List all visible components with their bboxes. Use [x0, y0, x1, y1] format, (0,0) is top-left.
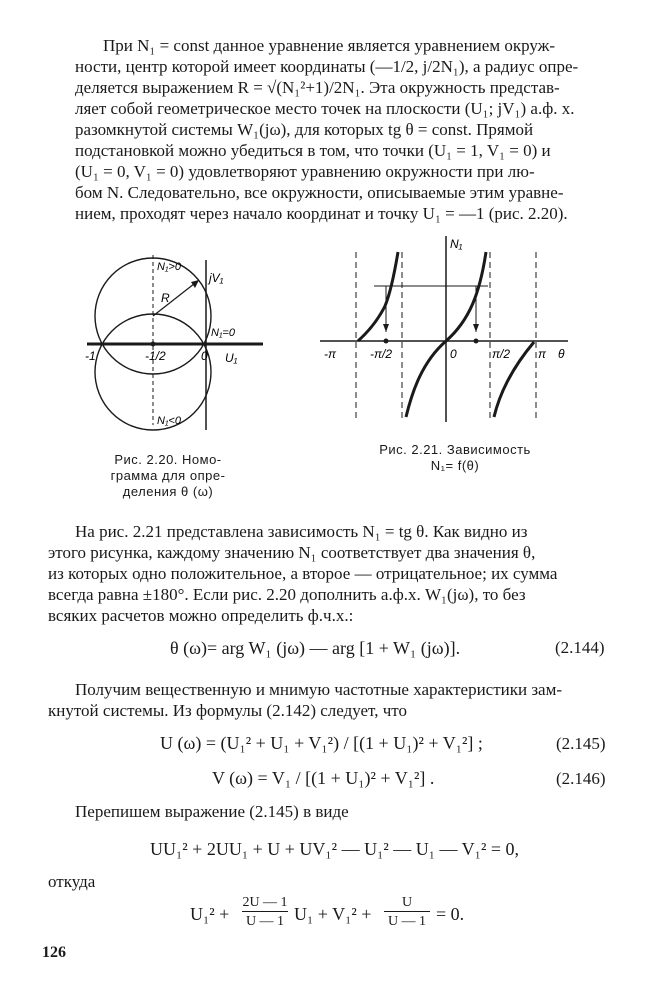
label-theta: θ	[558, 347, 565, 361]
fraction-2-denominator: U — 1	[387, 914, 427, 929]
label-minus-one: -1	[85, 349, 96, 363]
label-minus-half: -1/2	[145, 349, 166, 363]
fraction-1-numerator: 2U — 1	[242, 895, 288, 910]
text-line: из которых одно положительное, а второе — отрицательное; их сумма	[48, 564, 558, 583]
label-n-negative: N₁<0	[157, 415, 181, 427]
text-line: Получим вещественную и мнимую частотные характеристики зам-	[75, 680, 563, 699]
text-line: нием, проходят через начало координат и точку U₁ = —1 (рис. 2.20).	[75, 204, 568, 223]
fraction-2-numerator: U	[384, 895, 430, 912]
equation-number: (2.145)	[556, 734, 606, 753]
figure-2-21-caption	[355, 442, 555, 474]
term-u1-squared: U₁² +	[190, 904, 230, 924]
text-line: ляет собой геометрическое место точек на плоскости (U₁; jV₁) а.ф. х.	[75, 99, 575, 118]
page-number: 126	[42, 944, 66, 961]
tan-branch-left	[358, 252, 398, 341]
caption-line: грамма для опре-	[110, 468, 226, 483]
equation-number: (2.144)	[555, 638, 605, 657]
label-r: R	[161, 291, 170, 305]
arrowhead-left	[383, 324, 389, 332]
label-minus-pi: -π	[324, 347, 337, 361]
text-line: кнутой системы. Из формулы (2.142) следует, что	[48, 701, 407, 720]
caption-line: Рис. 2.20. Номо-	[114, 452, 222, 467]
radius-line	[153, 280, 199, 316]
text-line: всяких расчетов можно определить ф.ч.х.:	[48, 606, 354, 625]
word-otkuda: откуда	[48, 872, 96, 891]
label-minus-pi-half: -π/2	[370, 347, 393, 361]
radius-arrowhead	[191, 280, 199, 288]
label-pi-half: π/2	[492, 347, 511, 361]
figure-2-20-nomogram	[85, 240, 265, 440]
text-line: Перепишем выражение (2.145) в виде	[75, 802, 349, 821]
equation-2-144: θ (ω)= arg W₁ (jω) — arg [1 + W₁ (jω)].	[170, 638, 461, 658]
caption-line: N₁= f(θ)	[430, 458, 480, 473]
label-zero: 0	[201, 349, 208, 363]
label-zero: 0	[450, 347, 457, 361]
caption-line: деления θ (ω)	[122, 484, 214, 499]
caption-line: Рис. 2.21. Зависимость	[379, 442, 531, 457]
label-pi: π	[538, 347, 547, 361]
center-point	[151, 342, 156, 347]
text-line: деляется выражением R = √(N₁²+1)/2N₁. Эта окружность представ-	[75, 78, 560, 97]
figure-2-21-tan-plot	[318, 232, 573, 427]
figure-2-20-caption	[78, 452, 258, 500]
label-jv: jV₁	[209, 271, 224, 285]
point-negative-theta	[384, 339, 389, 344]
point-positive-theta	[474, 339, 479, 344]
label-n: N₁	[450, 237, 463, 251]
fraction-1-denominator: U — 1	[245, 914, 285, 929]
text-line: бом N. Следовательно, все окружности, описываемые этим уравне-	[75, 183, 564, 202]
label-u: U₁	[225, 351, 238, 365]
equation-expanded: UU₁² + 2UU₁ + U + UV₁² — U₁² — U₁ — V₁² = 0,	[150, 839, 520, 859]
arrowhead-right	[473, 324, 479, 332]
equation-fraction	[190, 895, 510, 935]
text-line: этого рисунка, каждому значению N₁ соответствует два значения θ,	[48, 543, 536, 562]
equation-number: (2.146)	[556, 769, 606, 788]
text-line: На рис. 2.21 представлена зависимость N₁ = tg θ. Как видно из	[75, 522, 528, 541]
text-line: (U₁ = 0, V₁ = 0) удовлетворяют уравнению окружности при лю-	[75, 162, 535, 181]
text-line: всегда равна ±180°. Если рис. 2.20 дополнить а.ф.х. W₁(jω), то без	[48, 585, 526, 604]
label-n-positive: N₁>0	[157, 261, 181, 273]
equation-2-145: U (ω) = (U₁² + U₁ + V₁²) / [(1 + U₁)² + V₁²] ;	[160, 733, 483, 753]
text-line: разомкнутой системы W₁(jω), для которых tg θ = const. Прямой	[75, 120, 534, 139]
text-line: ности, центр которой имеет координаты (—1/2, j/2N₁), а радиус опре-	[75, 57, 579, 76]
label-n-zero: N₁=0	[211, 327, 235, 339]
term-equals-zero: = 0.	[436, 904, 465, 924]
text-line: При N₁ = const данное уравнение является уравнением окруж-	[103, 36, 556, 55]
term-middle: U₁ + V₁² +	[294, 904, 372, 924]
text-line: подстановкой можно убедиться в том, что точки (U₁ = 1, V₁ = 0) и	[75, 141, 551, 160]
equation-2-146: V (ω) = V₁ / [(1 + U₁)² + V₁²] .	[212, 768, 435, 788]
